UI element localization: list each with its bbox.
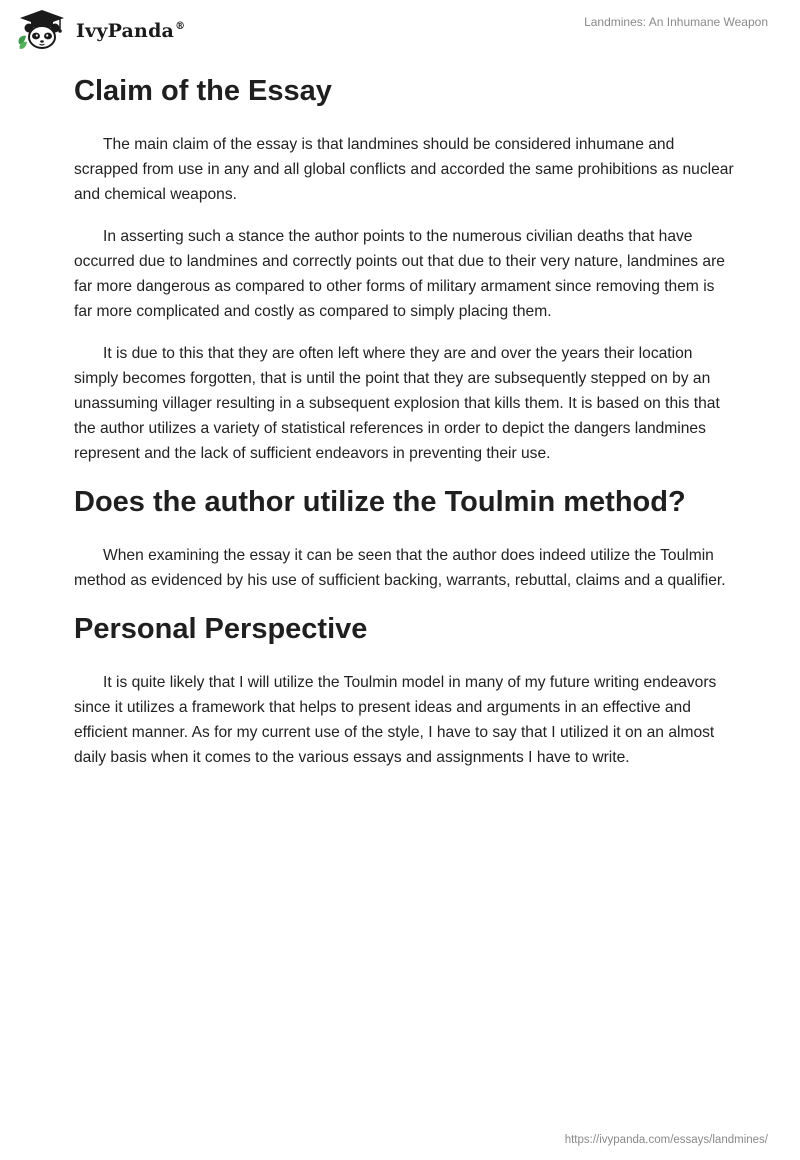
section-personal (74, 610, 734, 770)
paragraph: In asserting such a stance the author points to the numerous civilian deaths that have occurred due to landmines and correctly points out that due to their very nature, landmines are far more dangerous as compared to other forms of military armament since removing them is far more complicated and costly as compared to simply placing them. (74, 228, 725, 320)
essay-body (74, 72, 734, 787)
registered-mark: ® (175, 21, 186, 32)
section-claim (74, 72, 734, 466)
paragraph: It is quite likely that I will utilize the Toulmin model in many of my future writing endeavors since it utilizes a framework that helps to present ideas and arguments in an effective and efficient manner. As for my current use of the style, I have to say that I utilized it on an almost daily basis when it comes to the various essays and assignments I have to write. (74, 674, 717, 766)
section-toulmin (74, 483, 734, 593)
paragraph: It is due to this that they are often left where they are and over the years their location simply becomes forgotten, that is until the point that they are subsequently stepped on by an unassuming villager resulting in a subsequent explosion that kills them. It is based on this that the author utilizes a variety of statistical references in order to depict the dangers landmines represent and the lack of sufficient endeavors in preventing their use. (74, 345, 720, 462)
section-heading: Does the author utilize the Toulmin method? (74, 486, 686, 518)
logo-wordmark: IvyPanda® (76, 20, 186, 42)
ivypanda-logo[interactable] (14, 8, 185, 52)
page-header (0, 0, 800, 60)
section-heading: Claim of the Essay (74, 75, 332, 107)
paragraph: The main claim of the essay is that landmines should be considered inhumane and scrapped from use in any and all global conflicts and accorded the same prohibitions as nuclear and chemical weapons. (74, 136, 734, 203)
paragraph: When examining the essay it can be seen that the author does indeed utilize the Toulmin method as evidenced by his use of sufficient backing, warrants, rebuttal, claims and a qualifier. (74, 547, 726, 589)
panda-graduate-icon (14, 8, 70, 52)
source-url-link[interactable]: https://ivypanda.com/essays/landmines/ (564, 1134, 768, 1146)
document-title: Landmines: An Inhumane Weapon (584, 15, 768, 29)
section-heading: Personal Perspective (74, 613, 368, 645)
